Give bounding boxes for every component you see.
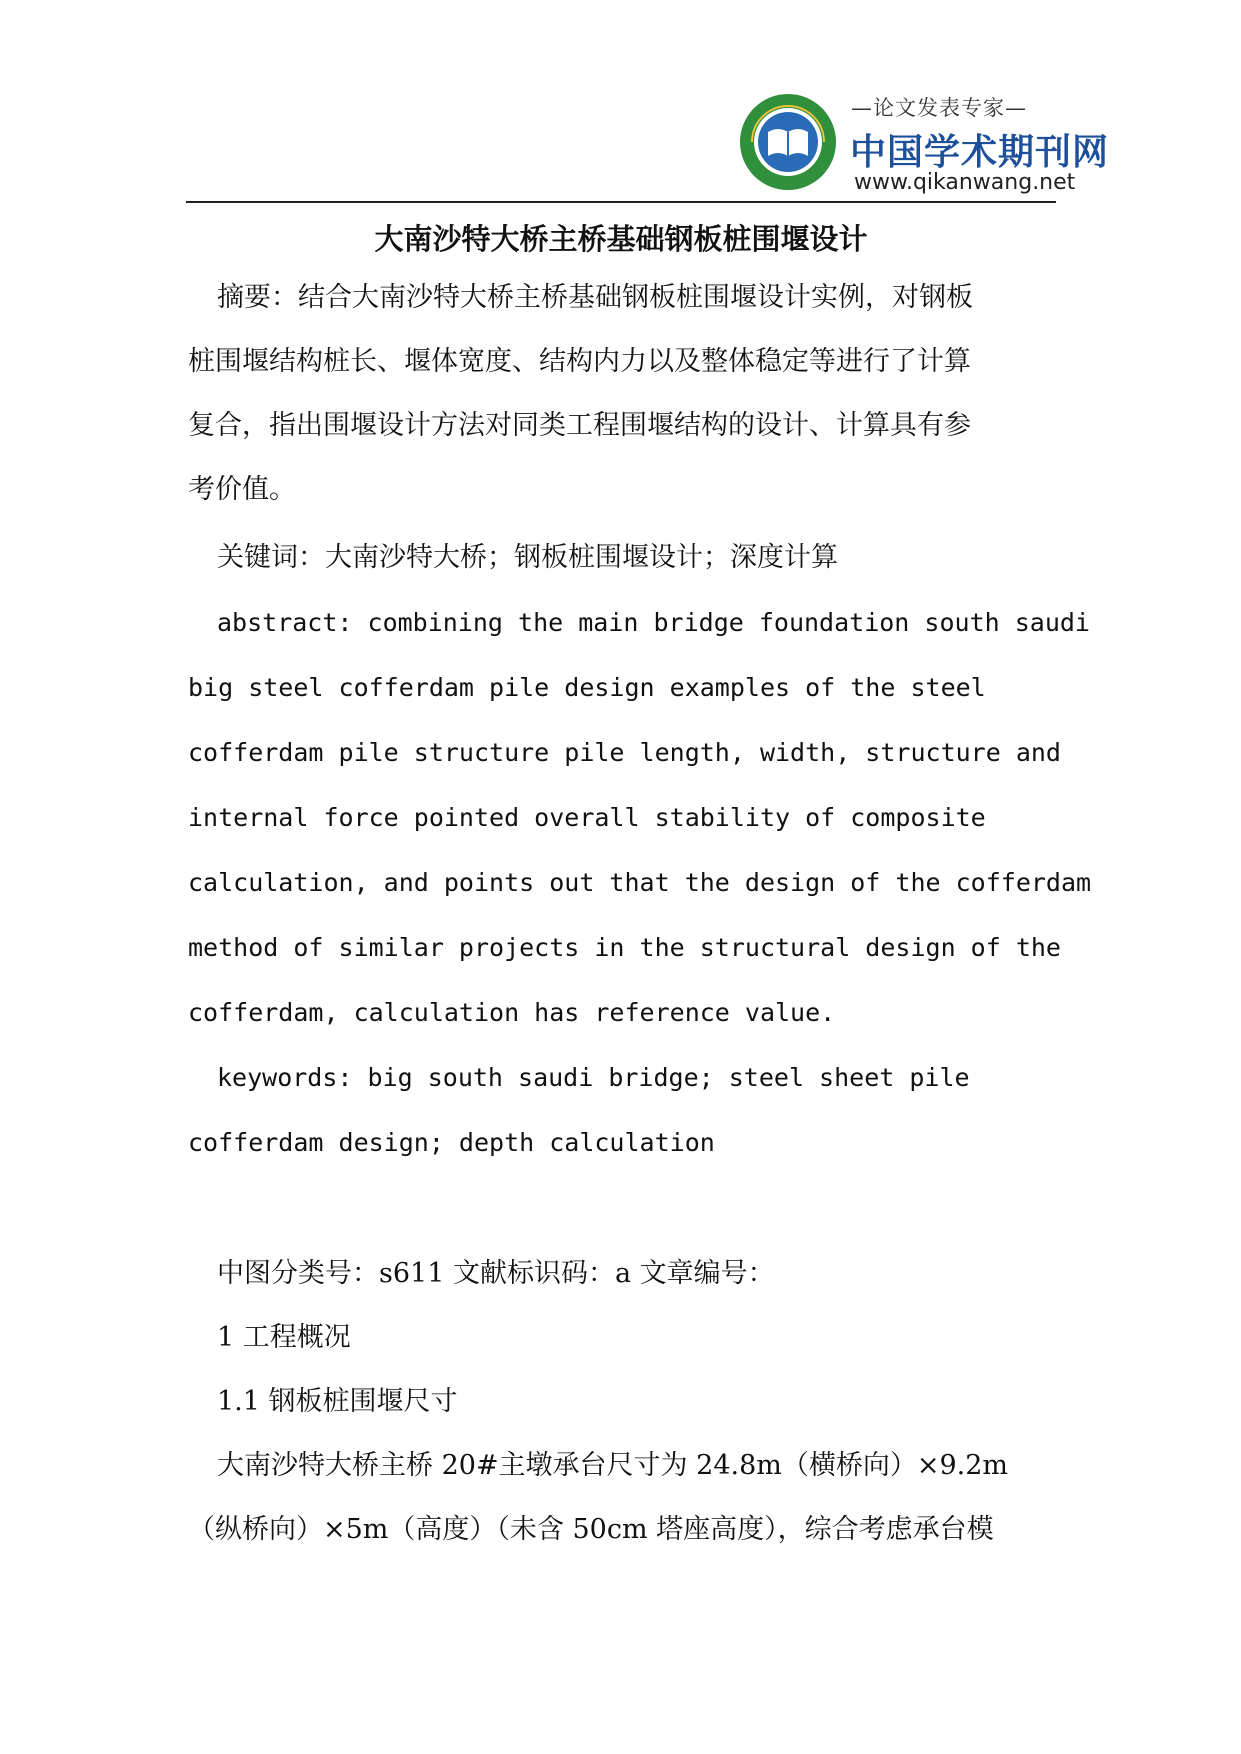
keywords-cn: 关键词：大南沙特大桥；钢板桩围堰设计；深度计算 [217,542,838,573]
abstract-en-line: internal force pointed overall stability of composite [188,803,986,832]
abstract-cn-line: 桩围堰结构桩长、堰体宽度、结构内力以及整体稳定等进行了计算 [188,346,971,377]
header-divider [186,201,1056,203]
abstract-en-line: method of similar projects in the structural design of the [188,933,1061,962]
body-paragraph-line: 大南沙特大桥主桥 20#主墩承台尺寸为 24.8m（横桥向）×9.2m [217,1450,1009,1481]
abstract-en-line: abstract: combining the main bridge foundation south saudi [217,608,1090,637]
site-logo[interactable] [738,88,1110,198]
abstract-cn-line: 摘要：结合大南沙特大桥主桥基础钢板桩围堰设计实例，对钢板 [217,282,973,313]
abstract-en-line: cofferdam, calculation has reference value. [188,998,836,1027]
keywords-en-line: keywords: big south saudi bridge; steel sheet pile [217,1063,970,1092]
abstract-en-line: big steel cofferdam pile design examples of the steel [188,673,986,702]
logo-tagline: —论文发表专家— [851,96,1027,120]
abstract-cn-line: 考价值。 [188,474,296,505]
logo-url[interactable]: www.qikanwang.net [854,170,1076,195]
keywords-en-line: cofferdam design; depth calculation [188,1128,715,1157]
classification-line: 中图分类号：s611 文献标识码：a 文章编号： [217,1258,775,1289]
subsection-heading: 1.1 钢板桩围堰尺寸 [217,1386,458,1417]
abstract-en-line: cofferdam pile structure pile length, width, structure and [188,738,1061,767]
body-paragraph-line: （纵桥向）×5m（高度）（未含 50cm 塔座高度），综合考虑承台模 [188,1514,994,1545]
abstract-cn-line: 复合，指出围堰设计方法对同类工程围堰结构的设计、计算具有参 [188,410,971,441]
section-heading: 1 工程概况 [217,1322,351,1353]
book-seal-icon [738,92,838,192]
document-title: 大南沙特大桥主桥基础钢板桩围堰设计 [374,222,868,256]
abstract-en-line: calculation, and points out that the design of the cofferdam [188,868,1092,897]
logo-site-name: 中国学术期刊网 [850,132,1110,173]
